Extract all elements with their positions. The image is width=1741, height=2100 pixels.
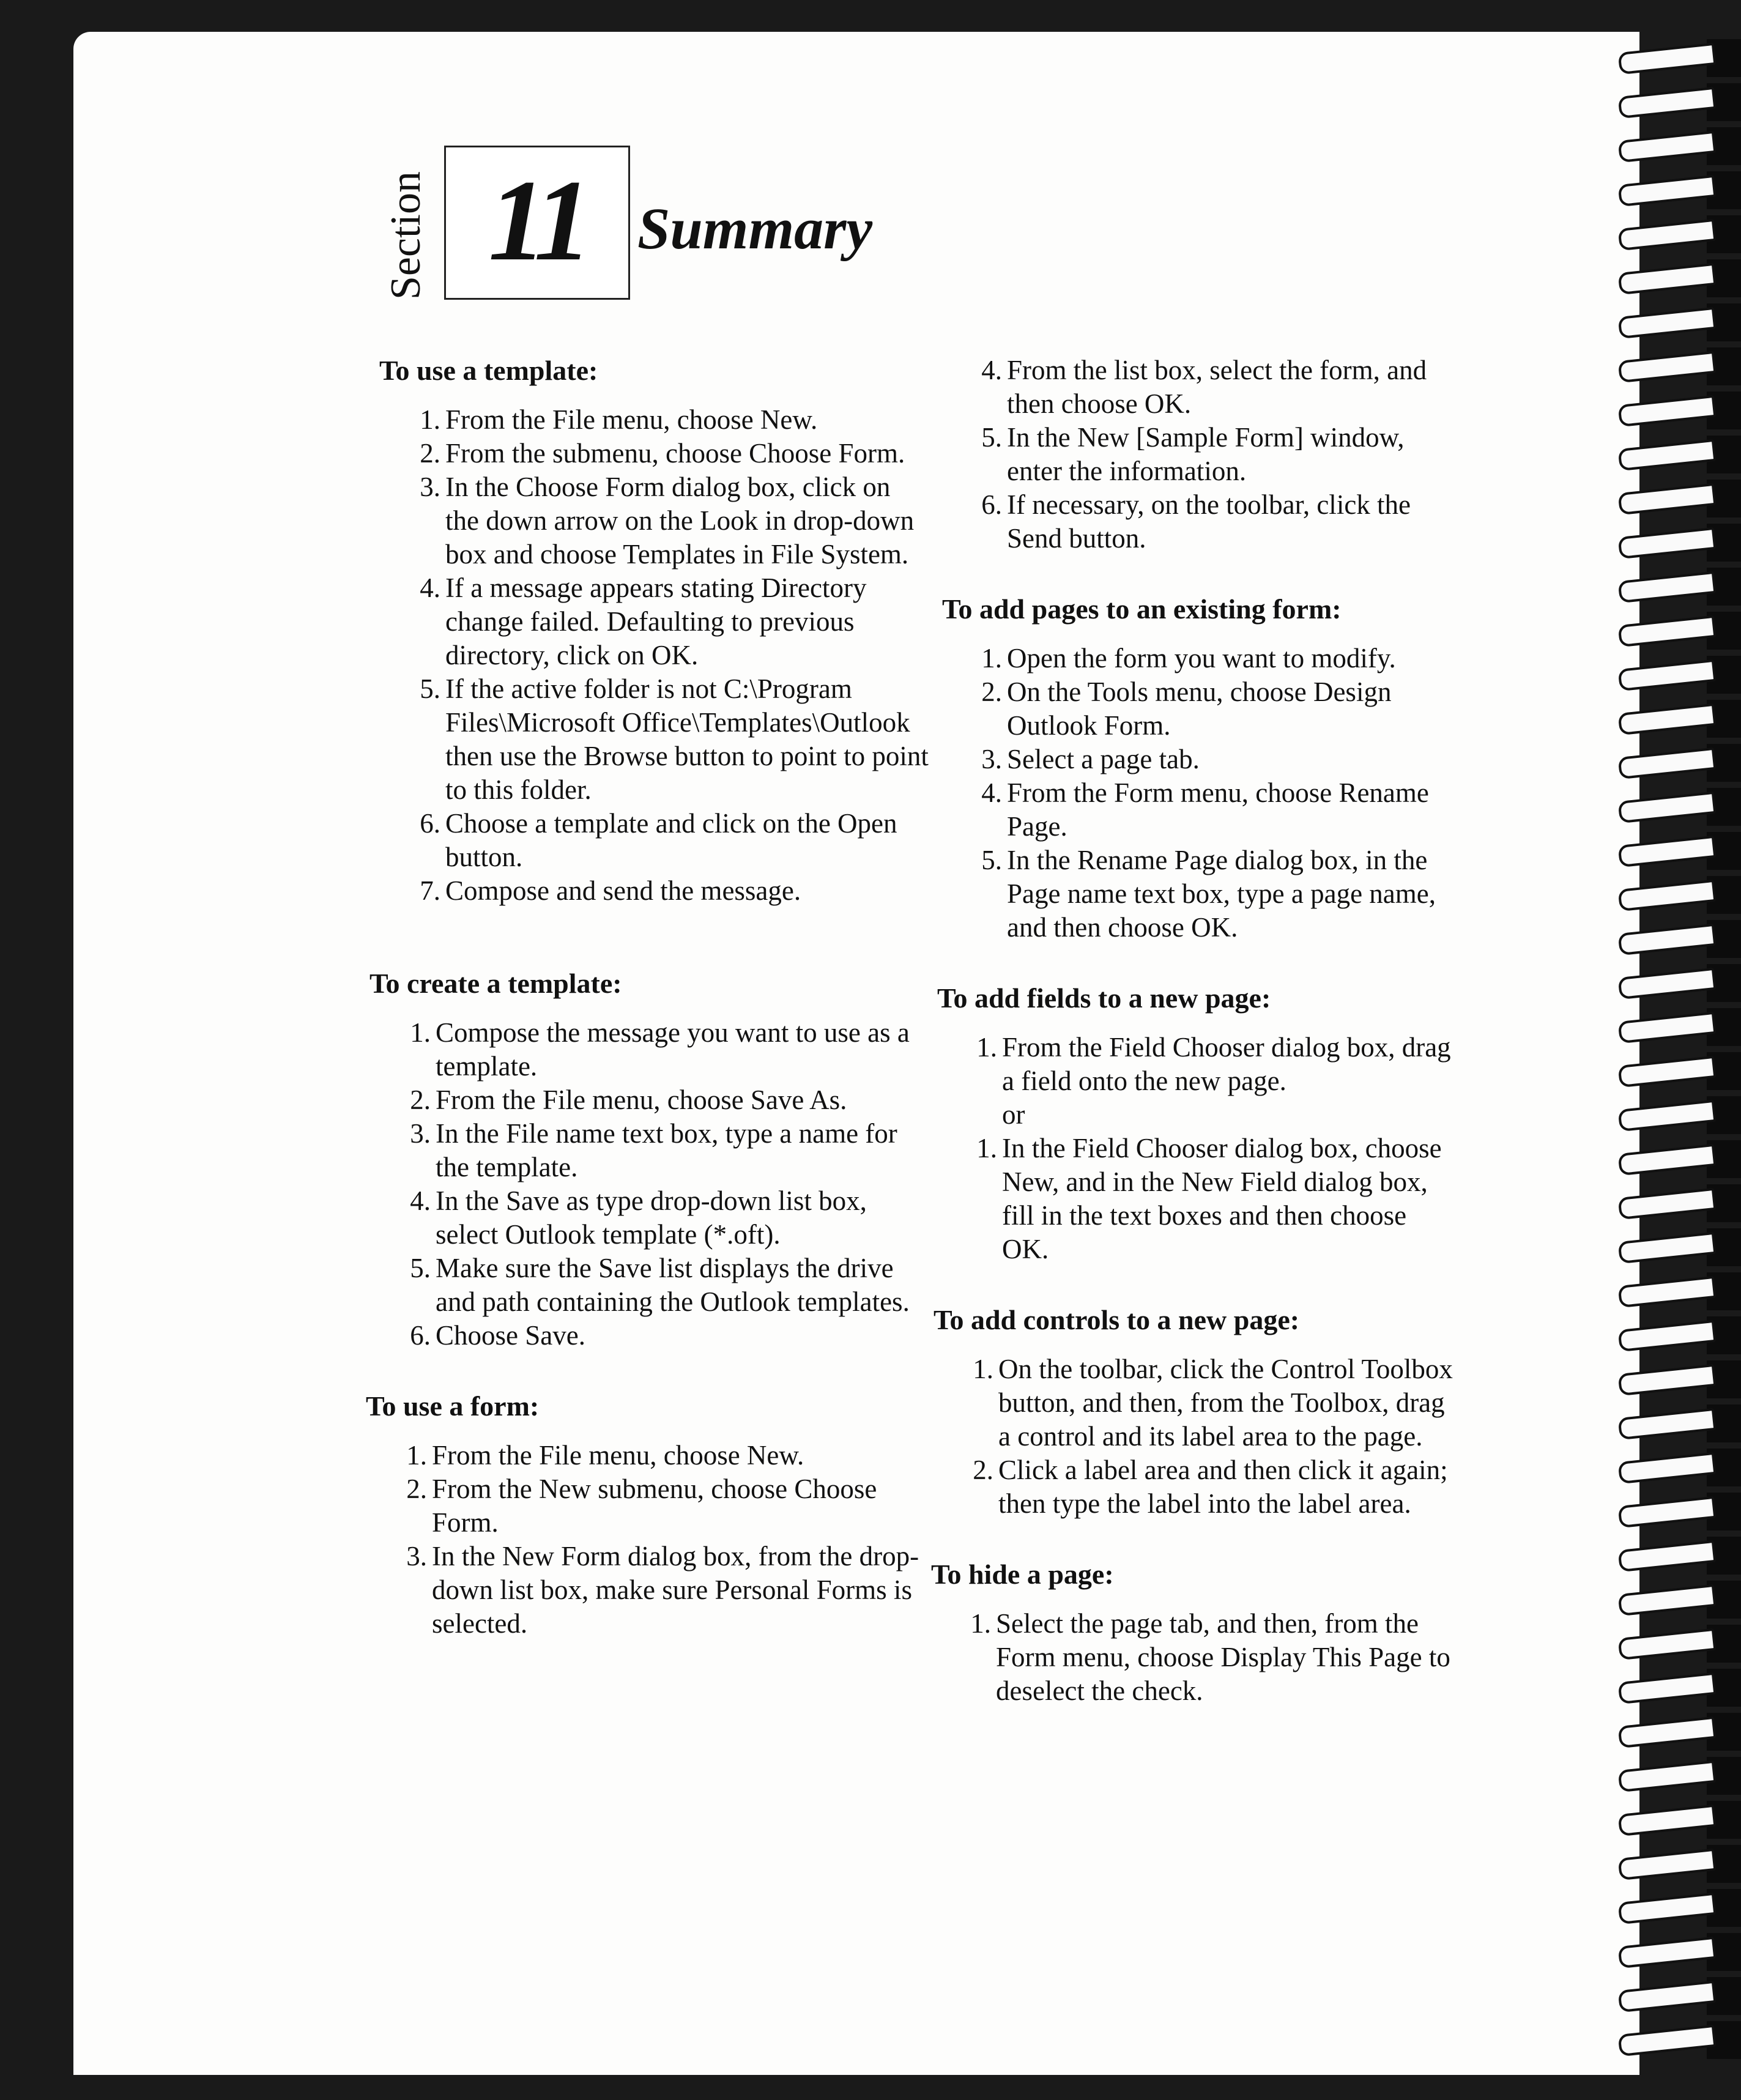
spiral-coil: [1615, 609, 1741, 652]
step-number: 3.: [981, 744, 1002, 774]
list-item: [398, 1184, 930, 1252]
spiral-coil: [1615, 1931, 1741, 1973]
or-separator: or: [1002, 1099, 1025, 1130]
list-item: [398, 1083, 930, 1117]
step-text: In the Choose Form dialog box, click on the down arrow on the Look in drop-down box and choose Templates in File System.: [445, 472, 915, 570]
step-text: In the Rename Page dialog box, in the Page name text box, type a page name, and then choose OK.: [1007, 845, 1436, 943]
create-template-section: [369, 967, 930, 1352]
step-number: 1.: [976, 1133, 997, 1163]
step-number: 6.: [981, 489, 1002, 520]
spiral-coil: [1615, 1402, 1741, 1445]
step-text: Open the form you want to modify.: [1007, 643, 1396, 673]
add-pages-section: [942, 592, 1456, 944]
steps-list: [407, 403, 930, 908]
list-item: [398, 1117, 930, 1184]
section-heading: To add fields to a new page:: [937, 982, 1271, 1014]
spiral-coil: [1615, 1490, 1741, 1533]
spiral-coil: [1615, 874, 1741, 916]
step-text: In the Save as type drop-down list box, select Outlook template (*.oft).: [436, 1185, 867, 1250]
steps-list: [969, 642, 1456, 944]
list-item: [969, 743, 1456, 776]
step-number: 4.: [981, 355, 1002, 385]
step-text: On the Tools menu, choose Design Outlook Form.: [1007, 677, 1392, 741]
step-text: In the Field Chooser dialog box, choose New, and in the New Field dialog box, fill in the text boxes and then choose OK.: [1002, 1133, 1442, 1264]
list-item: [969, 421, 1456, 488]
step-number: 7.: [420, 875, 440, 906]
section-heading: To add controls to a new page:: [934, 1304, 1300, 1335]
step-text: In the New [Sample Form] window, enter the information.: [1007, 422, 1405, 486]
spiral-coil: [1615, 81, 1741, 124]
steps-list: [394, 1439, 930, 1641]
spiral-coil: [1615, 918, 1741, 960]
spiral-coil: [1615, 1578, 1741, 1621]
step-text: On the toolbar, click the Control Toolbox button, and then, from the Toolbox, drag a control and its label area to the page.: [998, 1354, 1453, 1452]
step-number: 1.: [976, 1032, 997, 1063]
section-heading: To use a form:: [366, 1390, 540, 1422]
steps-list: [960, 1352, 1456, 1521]
section-heading: To create a template:: [369, 968, 622, 999]
use-form-continued: [942, 354, 1456, 555]
spiral-coil: [1615, 1887, 1741, 1929]
step-number: 2.: [981, 677, 1002, 707]
step-text: In the New Form dialog box, from the drop-down list box, make sure Personal Forms is selected.: [432, 1541, 919, 1639]
step-text: In the File name text box, type a name for the template.: [436, 1118, 897, 1182]
spiral-coil: [1615, 1138, 1741, 1181]
spiral-coil: [1615, 301, 1741, 344]
spiral-coil: [1615, 1710, 1741, 1753]
step-number: 1.: [406, 1440, 427, 1471]
spiral-coil: [1615, 1182, 1741, 1225]
step-number: 5.: [981, 845, 1002, 875]
step-number: 5.: [420, 673, 440, 704]
step-number: 6.: [410, 1320, 431, 1351]
spiral-coil: [1615, 257, 1741, 300]
add-controls-section: [934, 1303, 1456, 1521]
step-text: From the Form menu, choose Rename Page.: [1007, 777, 1429, 842]
spiral-coil: [1615, 653, 1741, 696]
steps-list: [964, 1132, 1456, 1266]
spiral-coil: [1615, 433, 1741, 476]
step-text: From the Field Chooser dialog box, drag a field onto the new page.: [1002, 1032, 1451, 1096]
list-item: [969, 354, 1456, 421]
list-item: [407, 874, 930, 908]
section-number: 11: [488, 157, 586, 285]
step-number: 5.: [981, 422, 1002, 453]
list-item: [394, 1472, 930, 1540]
step-number: 2.: [406, 1474, 427, 1504]
use-template-section: [379, 354, 930, 908]
spiral-coil: [1615, 345, 1741, 388]
section-heading: To use a template:: [379, 355, 598, 386]
step-number: 1.: [410, 1017, 431, 1048]
step-text: From the submenu, choose Choose Form.: [445, 438, 905, 469]
list-item: [407, 571, 930, 672]
spiral-coil: [1615, 1754, 1741, 1797]
list-item: [398, 1319, 930, 1352]
list-item: [960, 1453, 1456, 1521]
step-text: From the list box, select the form, and then choose OK.: [1007, 355, 1427, 419]
step-text: Choose Save.: [436, 1320, 585, 1351]
step-number: 3.: [420, 472, 440, 502]
step-text: If necessary, on the toolbar, click the Send button.: [1007, 489, 1411, 554]
spiral-coil: [1615, 169, 1741, 212]
step-number: 1.: [420, 404, 440, 435]
spiral-coil: [1615, 1666, 1741, 1709]
list-item: [394, 1439, 930, 1472]
step-text: From the File menu, choose New.: [432, 1440, 804, 1471]
spiral-coil: [1615, 1270, 1741, 1313]
spiral-coil: [1615, 1842, 1741, 1885]
list-item: [407, 470, 930, 571]
spiral-coil: [1615, 1534, 1741, 1577]
spiral-coil: [1615, 1050, 1741, 1093]
right-column: [931, 354, 1456, 1745]
list-item: [969, 844, 1456, 944]
section-number-box: [444, 146, 630, 300]
steps-list: [398, 1016, 930, 1352]
step-number: 1.: [973, 1354, 993, 1384]
steps-list: [958, 1607, 1456, 1708]
step-number: 1.: [970, 1608, 991, 1639]
step-number: 4.: [410, 1185, 431, 1216]
left-column: [366, 354, 930, 1677]
list-item: [960, 1352, 1456, 1453]
step-text: From the File menu, choose New.: [445, 404, 818, 435]
spiral-coil: [1615, 785, 1741, 828]
step-number: 2.: [973, 1455, 993, 1485]
list-item: [969, 675, 1456, 743]
list-item: [958, 1607, 1456, 1708]
spiral-coil: [1615, 213, 1741, 256]
list-item: [969, 488, 1456, 555]
step-text: Select the page tab, and then, from the Form menu, choose Display This Page to deselect the check.: [996, 1608, 1450, 1706]
step-text: Choose a template and click on the Open button.: [445, 808, 897, 872]
step-text: Make sure the Save list displays the drive and path containing the Outlook templates.: [436, 1253, 910, 1317]
list-item: [969, 776, 1456, 844]
spiral-coil: [1615, 1358, 1741, 1401]
spiral-coil: [1615, 1446, 1741, 1489]
spiral-coil: [1615, 1622, 1741, 1665]
step-text: From the File menu, choose Save As.: [436, 1085, 847, 1115]
spiral-coil: [1615, 2019, 1741, 2061]
spiral-coil: [1615, 1314, 1741, 1357]
list-item: [407, 403, 930, 437]
list-item: [398, 1016, 930, 1083]
spiral-coil: [1615, 1226, 1741, 1269]
spiral-coil: [1615, 741, 1741, 784]
spiral-coil: [1615, 1006, 1741, 1048]
step-number: 1.: [981, 643, 1002, 673]
list-item: [964, 1031, 1456, 1098]
list-item: [394, 1540, 930, 1641]
spiral-coil: [1615, 477, 1741, 520]
spiral-coil: [1615, 521, 1741, 564]
step-text: Select a page tab.: [1007, 744, 1200, 774]
spiral-coil: [1615, 962, 1741, 1004]
step-number: 4.: [420, 573, 440, 603]
section-heading: To add pages to an existing form:: [942, 593, 1342, 625]
step-text: If the active folder is not C:\Program Files\Microsoft Office\Templates\Outlook then use the Browse button to point to point to this folder.: [445, 673, 929, 805]
step-number: 5.: [410, 1253, 431, 1283]
step-text: Click a label area and then click it again; then type the label into the label area.: [998, 1455, 1448, 1519]
section-heading: To hide a page:: [931, 1559, 1114, 1590]
step-text: If a message appears stating Directory change failed. Defaulting to previous directory, click on OK.: [445, 573, 867, 670]
list-item: [407, 672, 930, 807]
add-fields-section: [937, 981, 1456, 1266]
spiral-coil: [1615, 1094, 1741, 1137]
spiral-coil: [1615, 389, 1741, 432]
spiral-binding: [1615, 37, 1741, 2100]
hide-page-section: [931, 1557, 1456, 1708]
step-number: 6.: [420, 808, 440, 839]
step-number: 4.: [981, 777, 1002, 808]
spiral-coil: [1615, 1798, 1741, 1841]
step-number: 3.: [406, 1541, 427, 1571]
step-number: 3.: [410, 1118, 431, 1149]
page-title: Summary: [637, 196, 873, 261]
list-item: [969, 642, 1456, 675]
spiral-coil: [1615, 697, 1741, 740]
spiral-coil: [1615, 829, 1741, 872]
spiral-coil: [1615, 1975, 1741, 2017]
use-form-section: [366, 1389, 930, 1641]
steps-list: [964, 1031, 1456, 1098]
spiral-coil: [1615, 37, 1741, 80]
list-item: [964, 1132, 1456, 1266]
step-text: Compose the message you want to use as a template.: [436, 1017, 910, 1082]
list-item: [398, 1252, 930, 1319]
section-label: Section: [382, 171, 429, 300]
steps-list: [969, 354, 1456, 555]
step-number: 2.: [420, 438, 440, 469]
step-number: 2.: [410, 1085, 431, 1115]
spiral-coil: [1615, 565, 1741, 608]
spiral-coil: [1615, 125, 1741, 168]
list-item: [407, 437, 930, 470]
step-text: From the New submenu, choose Choose Form.: [432, 1474, 877, 1538]
step-text: Compose and send the message.: [445, 875, 801, 906]
list-item: [407, 807, 930, 874]
